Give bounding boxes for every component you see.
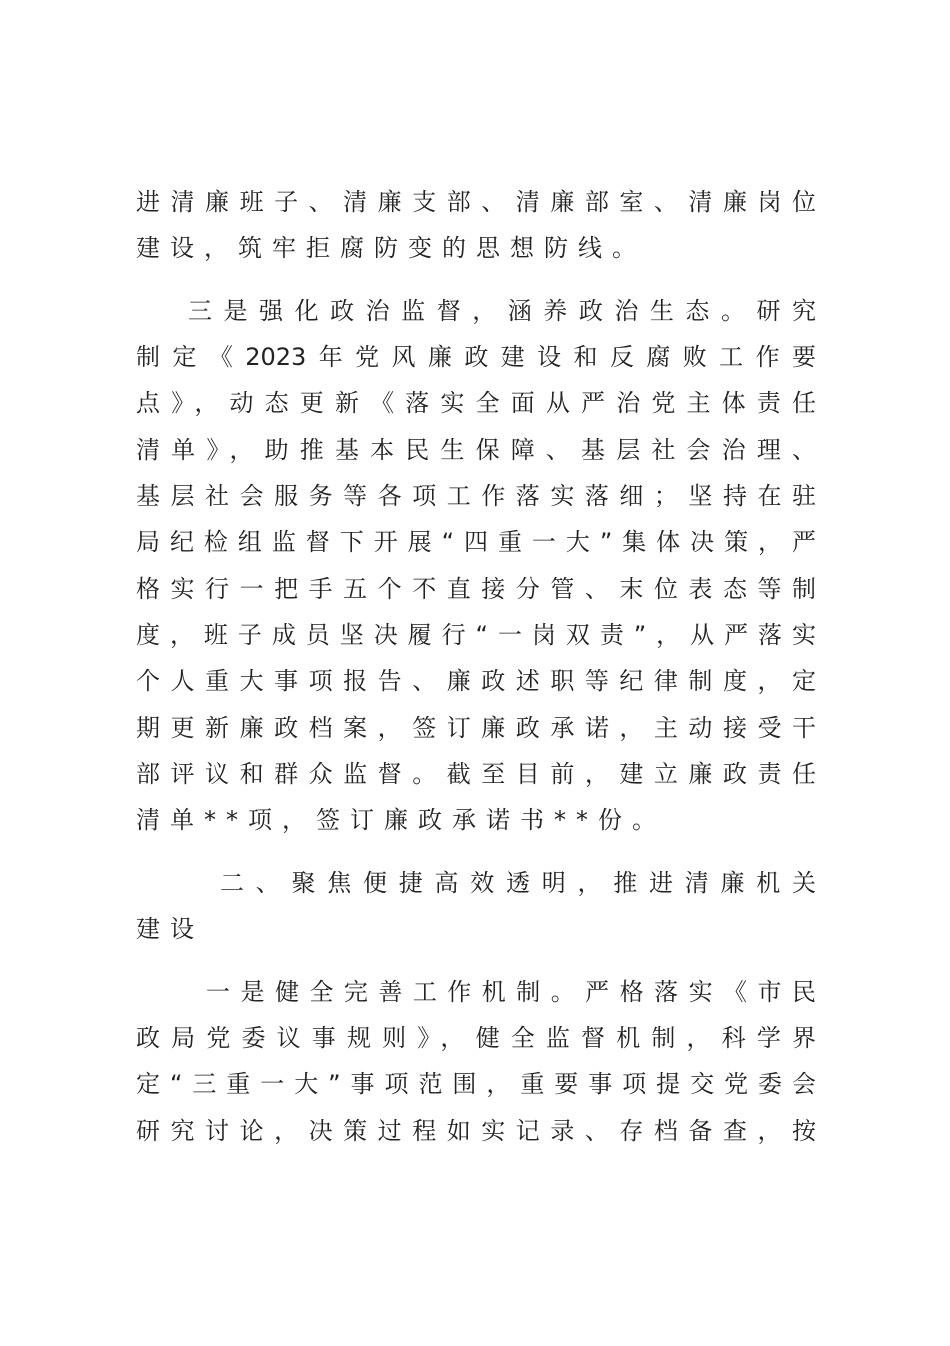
- paragraph-line: 建设，筑牢拒腐防变的思想防线。: [136, 234, 646, 262]
- paragraph-line: 点》，动态更新《落实全面从严治党主体责任: [136, 389, 816, 417]
- paragraph-line: 个人重大事项报告、廉政述职等纪律制度，定: [136, 667, 816, 695]
- paragraph-line: 三是强化政治监督，涵养政治生态。研究: [188, 297, 816, 325]
- paragraph-line: 期更新廉政档案，签订廉政承诺，主动接受干: [136, 714, 816, 742]
- paragraph-line: 度，班子成员坚决履行“一岗双责”，从严落实: [136, 621, 816, 649]
- paragraph-line: 政局党委议事规则》，健全监督机制，科学界: [136, 1024, 816, 1052]
- heading-line: 二、聚焦便捷高效透明，推进清廉机关: [220, 869, 816, 897]
- paragraph-line: 一是健全完善工作机制。严格落实《市民: [206, 978, 816, 1006]
- paragraph-line: 部评议和群众监督。截至目前，建立廉政责任: [136, 760, 816, 788]
- paragraph-line: 局纪检组监督下开展“四重一大”集体决策，严: [136, 528, 816, 556]
- paragraph-line: 基层社会服务等各项工作落实落细；坚持在驻: [136, 482, 816, 510]
- paragraph-line: 格实行一把手五个不直接分管、末位表态等制: [136, 575, 816, 603]
- paragraph-line: 定“三重一大”事项范围，重要事项提交党委会: [136, 1070, 816, 1098]
- heading-line: 建设: [136, 915, 204, 943]
- paragraph-line: 进清廉班子、清廉支部、清廉部室、清廉岗位: [136, 188, 816, 216]
- paragraph-line: 清单》，助推基本民生保障、基层社会治理、: [136, 436, 816, 464]
- paragraph-line: 研究讨论，决策过程如实记录、存档备查，按: [136, 1117, 816, 1145]
- paragraph-line: 清单**项，签订廉政承诺书**份。: [136, 806, 666, 834]
- paragraph-line: 制定《2023年党风廉政建设和反腐败工作要: [136, 343, 816, 371]
